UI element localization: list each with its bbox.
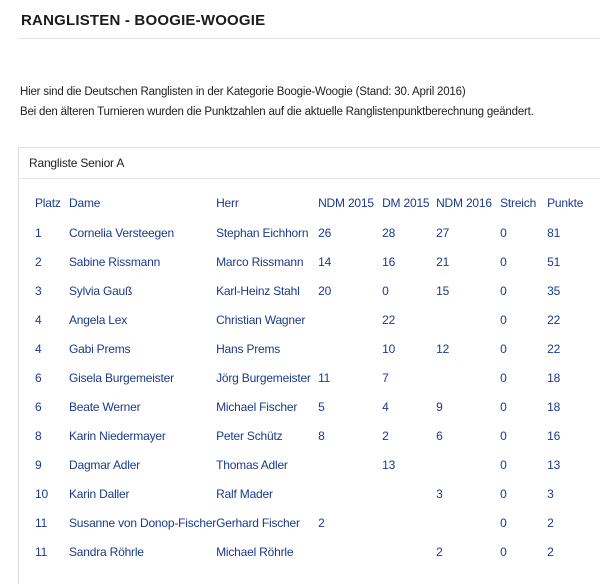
table-row [19, 305, 597, 334]
header-dm-2015: DM 2015 [382, 196, 430, 210]
cell-streich: 0 [500, 486, 507, 501]
cell-punkte: 35 [547, 283, 561, 298]
cell-punkte: 3 [547, 486, 554, 501]
page-title: RANGLISTEN - BOOGIE-WOOGIE [21, 12, 266, 29]
ranking-divider [19, 178, 600, 179]
cell-herr: Stephan Eichhorn [216, 225, 309, 240]
cell-streich: 0 [500, 428, 507, 443]
cell-herr: Karl-Heinz Stahl [216, 283, 300, 298]
cell-platz: 1 [35, 225, 42, 240]
cell-ndm-2015: 26 [318, 225, 332, 240]
table-row [19, 218, 597, 247]
cell-ndm-2016: 27 [436, 225, 450, 240]
cell-streich: 0 [500, 312, 507, 327]
cell-dame: Gabi Prems [69, 341, 131, 356]
intro-line-2: Bei den älteren Turnieren wurden die Punktzahlen auf die aktuelle Ranglistenpunktberechnung geändert. [20, 106, 534, 118]
cell-streich: 0 [500, 515, 507, 530]
title-divider [18, 38, 600, 39]
cell-punkte: 13 [547, 457, 561, 472]
table-row [19, 392, 597, 421]
header-herr: Herr [216, 196, 239, 210]
cell-streich: 0 [500, 370, 507, 385]
cell-dame: Sylvia Gauß [69, 283, 133, 298]
header-ndm-2015: NDM 2015 [318, 196, 374, 210]
header-punkte: Punkte [547, 196, 584, 210]
ranking-panel [18, 147, 600, 584]
cell-dm-2015: 22 [382, 312, 396, 327]
cell-ndm-2016 [436, 508, 500, 537]
cell-platz: 4 [35, 341, 42, 356]
cell-dm-2015: 16 [382, 254, 396, 269]
cell-dame: Angela Lex [69, 312, 128, 327]
cell-dame: Sabine Rissmann [69, 254, 161, 269]
cell-streich: 0 [500, 341, 507, 356]
cell-punkte: 2 [547, 515, 554, 530]
cell-platz: 4 [35, 312, 42, 327]
cell-dm-2015 [382, 537, 436, 566]
cell-ndm-2016 [436, 363, 500, 392]
table-header-row [19, 188, 597, 218]
table-row [19, 421, 597, 450]
table-row [19, 363, 597, 392]
cell-dm-2015: 28 [382, 225, 396, 240]
cell-streich: 0 [500, 254, 507, 269]
cell-herr: Peter Schütz [216, 428, 283, 443]
header-dame: Dame [69, 196, 101, 210]
header-ndm-2016: NDM 2016 [436, 196, 492, 210]
intro-line-1: Hier sind die Deutschen Ranglisten in der Kategorie Boogie-Woogie (Stand: 30. April 2016) [20, 86, 466, 98]
cell-ndm-2016 [436, 305, 500, 334]
cell-platz: 10 [35, 486, 48, 501]
cell-ndm-2015 [318, 450, 382, 479]
cell-ndm-2015: 11 [318, 370, 331, 385]
cell-herr: Thomas Adler [216, 457, 288, 472]
ranking-table [19, 188, 597, 566]
cell-platz: 6 [35, 399, 42, 414]
cell-punkte: 18 [547, 370, 561, 385]
cell-dame: Sandra Röhrle [69, 544, 144, 559]
cell-ndm-2015 [318, 305, 382, 334]
cell-ndm-2016: 21 [436, 254, 450, 269]
cell-punkte: 22 [547, 312, 561, 327]
cell-ndm-2016: 9 [436, 399, 443, 414]
cell-streich: 0 [500, 399, 507, 414]
table-row [19, 247, 597, 276]
cell-punkte: 18 [547, 399, 561, 414]
cell-ndm-2016 [436, 450, 500, 479]
cell-ndm-2016: 6 [436, 428, 443, 443]
cell-punkte: 81 [547, 225, 561, 240]
header-platz: Platz [35, 196, 61, 210]
cell-platz: 6 [35, 370, 42, 385]
cell-dame: Dagmar Adler [69, 457, 140, 472]
cell-dame: Gisela Burgemeister [69, 370, 174, 385]
cell-dame: Karin Daller [69, 486, 130, 501]
cell-ndm-2015 [318, 537, 382, 566]
cell-ndm-2016: 15 [436, 283, 450, 298]
cell-punkte: 51 [547, 254, 561, 269]
cell-herr: Gerhard Fischer [216, 515, 300, 530]
ranking-title: Rangliste Senior A [29, 156, 125, 170]
cell-punkte: 2 [547, 544, 554, 559]
cell-herr: Michael Röhrle [216, 544, 294, 559]
cell-streich: 0 [500, 225, 507, 240]
cell-herr: Christian Wagner [216, 312, 306, 327]
cell-dm-2015: 0 [382, 283, 389, 298]
cell-dm-2015: 2 [382, 428, 389, 443]
cell-dm-2015: 10 [382, 341, 396, 356]
cell-dame: Beate Werner [69, 399, 141, 414]
cell-platz: 3 [35, 283, 42, 298]
cell-dm-2015 [382, 479, 436, 508]
cell-streich: 0 [500, 544, 507, 559]
table-row [19, 276, 597, 305]
cell-ndm-2015: 2 [318, 515, 325, 530]
header-streich: Streich [500, 196, 537, 210]
cell-ndm-2015: 8 [318, 428, 325, 443]
table-row [19, 537, 597, 566]
table-row [19, 479, 597, 508]
cell-herr: Michael Fischer [216, 399, 298, 414]
cell-dm-2015: 13 [382, 457, 396, 472]
cell-herr: Marco Rissmann [216, 254, 304, 269]
cell-punkte: 22 [547, 341, 561, 356]
cell-ndm-2015: 20 [318, 283, 332, 298]
cell-ndm-2015 [318, 479, 382, 508]
cell-platz: 11 [35, 544, 48, 559]
cell-dm-2015: 4 [382, 399, 389, 414]
cell-dame: Karin Niedermayer [69, 428, 166, 443]
table-row [19, 508, 597, 537]
table-row [19, 334, 597, 363]
cell-platz: 8 [35, 428, 42, 443]
cell-streich: 0 [500, 457, 507, 472]
cell-ndm-2015: 5 [318, 399, 325, 414]
intro-text [20, 82, 534, 122]
cell-herr: Jörg Burgemeister [216, 370, 311, 385]
cell-ndm-2016: 3 [436, 486, 443, 501]
cell-punkte: 16 [547, 428, 561, 443]
cell-herr: Ralf Mader [216, 486, 273, 501]
cell-streich: 0 [500, 283, 507, 298]
cell-ndm-2015 [318, 334, 382, 363]
cell-dame: Susanne von Donop-Fischer [69, 515, 217, 530]
cell-ndm-2016: 12 [436, 341, 450, 356]
table-row [19, 450, 597, 479]
cell-herr: Hans Prems [216, 341, 281, 356]
cell-dame: Cornelia Versteegen [69, 225, 174, 240]
cell-ndm-2015: 14 [318, 254, 332, 269]
cell-platz: 11 [35, 515, 48, 530]
cell-ndm-2016: 2 [436, 544, 443, 559]
cell-dm-2015: 7 [382, 370, 389, 385]
cell-platz: 2 [35, 254, 42, 269]
cell-dm-2015 [382, 508, 436, 537]
cell-platz: 9 [35, 457, 42, 472]
